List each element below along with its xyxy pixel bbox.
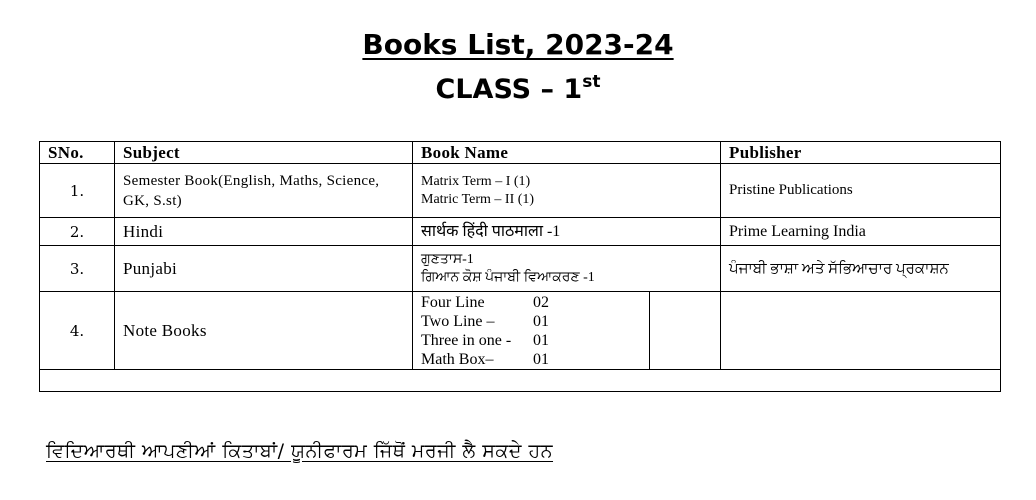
book-item: ਗੁਣਤਾਸ-1 [421,251,474,267]
notebook-qty: 01 [533,312,549,330]
notebook-item [421,312,641,331]
row-sno: 2. [40,218,115,246]
row-books [413,246,721,292]
notebook-qty: 01 [533,331,549,349]
notebook-item [421,293,641,312]
class-heading [0,72,1036,105]
book-item: सार्थक हिंदी पाठमाला -1 [421,222,561,240]
class-suffix: st [582,72,601,92]
row-subject: Hindi [115,218,413,246]
empty-cell [40,370,1001,392]
row-subject: Note Books [115,292,413,370]
table-row [40,164,1001,218]
book-item: ਗਿਆਨ ਕੋਸ਼ ਪੰਜਾਬੀ ਵਿਆਕਰਣ -1 [421,269,595,285]
header-subject: Subject [115,142,413,164]
row-publisher: Prime Learning India [721,218,1001,246]
table-empty-row [40,370,1001,392]
notebook-item [421,331,641,350]
footer-note: ਵਿਦਿਆਰਥੀ ਆਪਣੀਆਂ ਕਿਤਾਬਾਂ/ ਯੂਨੀਫਾਰਮ ਜਿੱਥੋਂ ਮਰਜੀ ਲੈ ਸਕਦੇ ਹਨ [46,440,554,462]
header-publisher: Publisher [721,142,1001,164]
notebook-label: Four Line [421,293,485,311]
books-table [39,141,1001,392]
row-subject: Semester Book(English, Maths, Science, GK, S.st) [115,164,413,218]
book-item: Matric Term – II (1) [421,191,535,207]
row-books [413,164,721,218]
notebook-label: Two Line – [421,312,495,330]
row-notebooks-extra [650,292,721,370]
notebook-qty: 02 [533,293,549,311]
header-book-name: Book Name [413,142,721,164]
table-header-row [40,142,1001,164]
book-item: Matrix Term – I (1) [421,173,531,189]
notebook-qty: 01 [533,350,549,368]
row-subject: Punjabi [115,246,413,292]
row-publisher: Pristine Publications [721,164,1001,218]
class-label: CLASS – 1 [435,74,583,105]
table-row [40,218,1001,246]
notebook-label: Math Box– [421,350,494,368]
notebook-item [421,350,641,369]
row-publisher [721,292,1001,370]
document-title: Books List, 2023-24 [362,28,674,61]
row-sno: 3. [40,246,115,292]
table-row [40,292,1001,370]
header-sno: SNo. [40,142,115,164]
row-sno: 4. [40,292,115,370]
row-notebooks [413,292,650,370]
row-sno: 1. [40,164,115,218]
notebook-label: Three in one - [421,331,512,349]
row-publisher: ਪੰਜਾਬੀ ਭਾਸ਼ਾ ਅਤੇ ਸੱਭਿਆਚਾਰ ਪ੍ਰਕਾਸ਼ਨ [721,246,1001,292]
row-books [413,218,721,246]
table-row [40,246,1001,292]
